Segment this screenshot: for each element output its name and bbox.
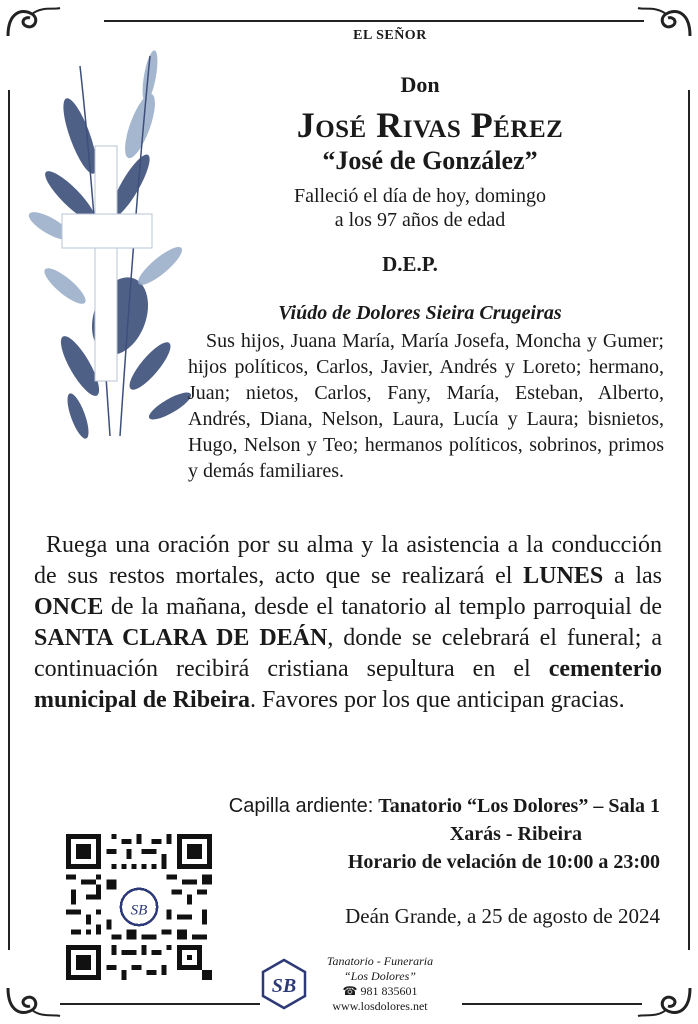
deceased-name: José Rivas Pérez (296, 105, 564, 145)
prayer-cemetery: cementerio municipal de Ribeira (34, 656, 662, 713)
death-notice (230, 184, 610, 232)
funeral-home-line-2: “Los Dolores” (344, 969, 416, 983)
prayer-text-4: , donde se celebrará el funeral; a continuación recibirá cristiana sepultura en el (34, 625, 663, 682)
logo-text: SB (271, 975, 297, 997)
deceased-alias: “José de González” (322, 146, 538, 175)
prayer-text-1: Ruega una oración por su alma y la asistencia a la conducción de sus restos mortales, acto que se realizará el (34, 532, 662, 589)
widow-line: Viúdo de Dolores Sieira Crugeiras (278, 302, 562, 324)
prayer-hour: ONCE (34, 594, 104, 620)
chapel-location: Xarás - Ribeira (449, 823, 582, 845)
frame-top-line (104, 20, 644, 22)
chapel-hours: Horario de velación de 10:00 a 23:00 (347, 851, 660, 873)
qr-code-icon[interactable] (66, 834, 212, 980)
corner-ornament-top-right-icon (636, 2, 696, 42)
frame-left-line (8, 90, 10, 950)
death-line-1: Falleció el día de hoy, domingo (294, 185, 546, 207)
corner-ornament-bottom-left-icon (2, 982, 62, 1022)
prayer-day: LUNES (523, 563, 604, 589)
funeral-home-logo-icon (258, 958, 310, 1010)
phone-icon: ☎ (342, 984, 358, 998)
prayer-church: SANTA CLARA DE DEÁN (34, 625, 328, 651)
funeral-home-info (306, 954, 454, 1014)
cross-with-leaves-icon (20, 36, 200, 446)
chapel-label: Capilla ardiente: (228, 795, 374, 817)
funeral-home-phone: 981 835601 (360, 984, 418, 998)
family-list: Sus hijos, Juana María, María Josefa, Moncha y Gumer; hijos políticos, Carlos, Javier, Andrés y Loreto; hermano, Juan; nietos, Carlos, Fany, María, Esteban, Alberto, Andrés, Diana, Nelson, Laura, Lucía y Laura; bisnietos, Hugo, Nelson y Teo; hermanos políticos, sobrinos, primos y demás familiares. (188, 330, 664, 482)
chapel-place: Tanatorio “Los Dolores” – Sala 1 (378, 795, 660, 817)
title-prefix: EL SEÑOR (353, 28, 427, 43)
prayer-text-2: a las (603, 563, 663, 589)
frame-bottom-line (60, 1003, 260, 1005)
funeral-home-line-1: Tanatorio - Funeraria (326, 954, 434, 968)
rip-abbreviation: D.E.P. (382, 252, 438, 276)
funeral-home-website[interactable]: www.losdolores.net (332, 999, 428, 1013)
svg-text:SB: SB (130, 902, 148, 919)
frame-right-line (688, 90, 690, 950)
prayer-text-5: . Favores por los que anticipan gracias. (250, 687, 625, 713)
date-line: Deán Grande, a 25 de agosto de 2024 (345, 904, 660, 928)
death-line-2: a los 97 años de edad (334, 209, 506, 231)
prayer-paragraph (34, 530, 662, 716)
frame-bottom-line-right (462, 1003, 642, 1005)
honorific: Don (400, 72, 440, 97)
corner-ornament-bottom-right-icon (636, 982, 696, 1022)
prayer-text-3: de la mañana, desde el tanatorio al templo parroquial de (103, 594, 662, 620)
